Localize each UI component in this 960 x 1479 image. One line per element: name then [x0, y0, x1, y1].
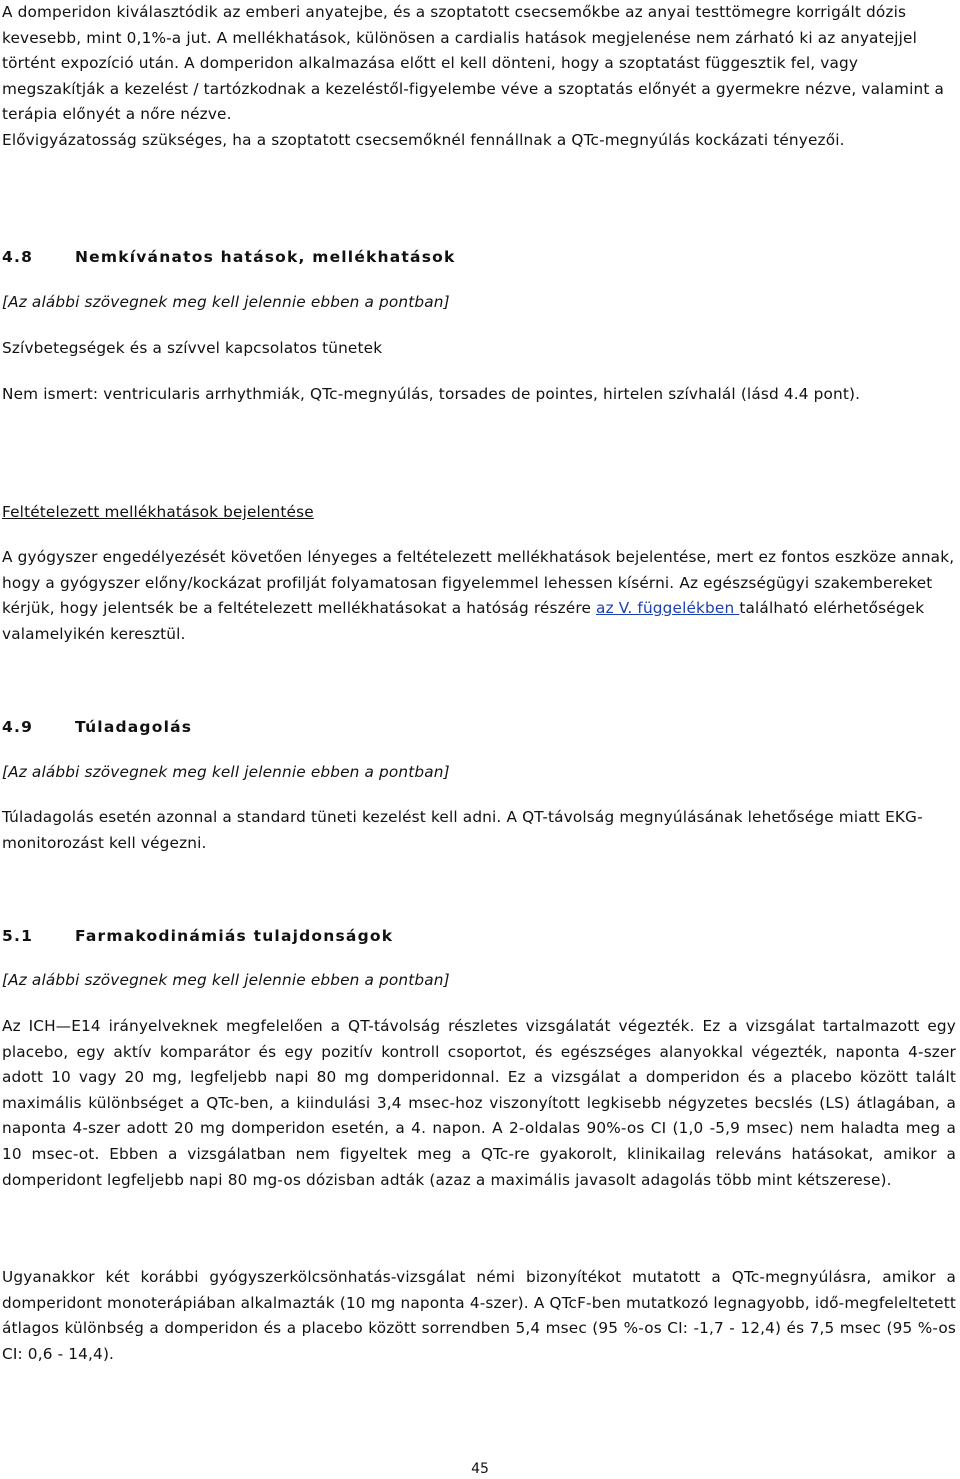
appendix-link[interactable]: az V. függelékben: [596, 599, 740, 618]
section-number: 4.9: [2, 718, 34, 736]
subheading-cardiac: Szívbetegségek és a szívvel kapcsolatos tünetek: [2, 339, 383, 357]
section-heading-4-8: [2, 245, 455, 269]
pharmacodynamics-paragraph-2: Ugyanakkor két korábbi gyógyszerkölcsönhatás-vizsgálat némi bizonyítékot mutatott a QTc-megnyúlásra, amikor a domperidont monoterápiában alkalmazták (10 mg naponta 4-szer). A QTcF-ben mutatkozó legnagyobb, idő-megfeleltetett átlagos különbség a domperidon és a placebo között sorrendben 5,4 msec (95 %-os CI: -1,7 - 12,4) és 7,5 msec (95 %-os CI: 0,6 - 14,4).: [2, 1268, 956, 1363]
report-text-after: található elérhetőségek valamelyikén keresztül.: [2, 599, 925, 643]
pharmacodynamics-paragraph-1: Az ICH—E14 irányelveknek megfelelően a QT-távolság részletes vizsgálatát végezték. Ez a vizsgálat tartalmazott egy placebo, egy aktív komparátor és egy pozitív kontroll csoportot, és egészséges alanyokkal végezték, naponta 4-szer adott 10 vagy 20 mg, legfeljebb napi 80 mg domperidonnal. Ez a vizsgálat a domperidon és a placebo között talált maximális különbséget a QTc-ben, a kiindulási 3,4 msec-hoz viszonyított legkisebb négyzetes becslés (LS) átlagában, a naponta 4-szer adott 20 mg domperidon esetén, a 4. napon. A 2-oldalas 90%-os CI (1,0 -5,9 msec) nem haladta meg a 10 msec-ot. Ebben a vizsgálatban nem figyeltek meg a QTc-re gyakorolt, klinikailag releváns hatásokat, amikor a domperidont legfeljebb napi 80 mg-os dózisban adták (azaz a maximális javasolt adagolás több mint kétszerese).: [2, 1017, 956, 1189]
section-heading-4-9: [2, 715, 192, 739]
overdose-paragraph: Túladagolás esetén azonnal a standard tüneti kezelést kell adni. A QT-távolság megnyúlásának lehetősége miatt EKG-monitorozást kell végezni.: [2, 808, 923, 852]
section-note: [Az alábbi szövegnek meg kell jelennie ebben a pontban]: [2, 763, 450, 781]
section-title: Farmakodinámiás tulajdonságok: [75, 927, 394, 945]
report-text-before: A gyógyszer engedélyezését követően lényeges a feltételezett mellékhatások bejelentése, mert ez fontos eszköze annak, hogy a gyógyszer előny/kockázat profilját folyamatosan figyelemmel lehessen kísérni. Az egészségügyi szakembereket kérjük, hogy jelentsék be a feltételezett mellékhatásokat a hatóság részére: [2, 548, 955, 618]
intro-paragraph-caution: Elővigyázatosság szükséges, ha a szoptatott csecsemőknél fennállnak a QTc-megnyúlás kockázati tényezői.: [2, 131, 845, 149]
section-title: Nemkívánatos hatások, mellékhatások: [75, 248, 456, 266]
cardiac-adverse-effects: Nem ismert: ventricularis arrhythmiák, QTc-megnyúlás, torsades de pointes, hirtelen szívhalál (lásd 4.4 pont).: [2, 385, 861, 403]
report-heading: Feltételezett mellékhatások bejelentése: [2, 503, 314, 521]
section-number: 5.1: [2, 927, 34, 945]
section-title: Túladagolás: [75, 718, 193, 736]
section-note: [Az alábbi szövegnek meg kell jelennie ebben a pontban]: [2, 971, 450, 989]
page-number: 45: [471, 1461, 489, 1477]
report-paragraph: [2, 545, 956, 647]
section-number: 4.8: [2, 248, 34, 266]
intro-paragraph: A domperidon kiválasztódik az emberi anyatejbe, és a szoptatott csecsemőkbe az anyai testtömegre korrigált dózis kevesebb, mint 0,1%-a jut. A mellékhatások, különösen a cardialis hatások megjelenése nem zárható ki az anyatejjel történt expozíció után. A domperidon alkalmazása előtt el kell dönteni, hogy a szoptatást függesztik fel, vagy megszakítják a kezelést / tartózkodnak a kezeléstől-figyelembe véve a szoptatás előnyét a gyermekre nézve, valamint a terápia előnyét a nőre nézve.: [2, 3, 945, 124]
section-heading-5-1: [2, 924, 393, 948]
section-note: [Az alábbi szövegnek meg kell jelennie ebben a pontban]: [2, 293, 450, 311]
